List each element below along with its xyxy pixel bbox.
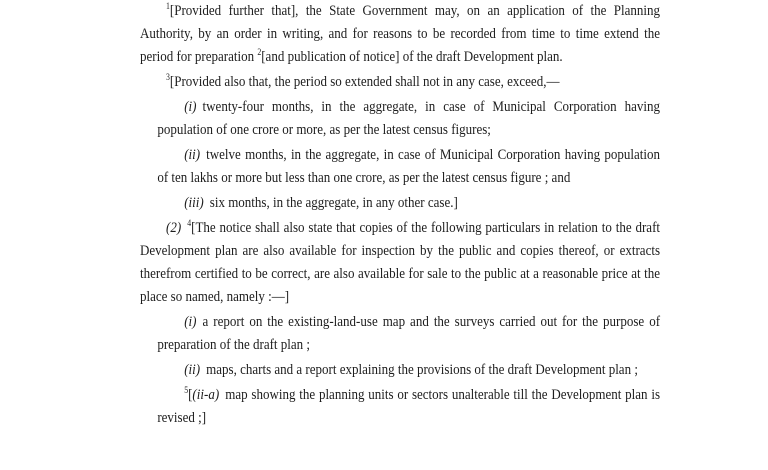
text-run: [The notice shall also state that copies of the following particulars in relation to the draft Development plan are also available for inspection by the public and copies thereof, or extracts therefrom certified to be correct, are also available for sale to the public at a reasonable price at the place so named, namely :—] xyxy=(140,220,661,305)
text-run: [ xyxy=(188,387,193,403)
document-text xyxy=(140,0,660,432)
paragraph xyxy=(140,0,660,69)
item-marker: (ii) xyxy=(184,362,201,378)
list-item xyxy=(157,384,660,430)
footnote-reference: 2 xyxy=(257,47,262,57)
text-run: a report on the existing-land-use map and the surveys carried out for the purpose of preparation of the draft plan ; xyxy=(157,314,661,353)
footnote-reference: 3 xyxy=(166,72,170,82)
text-run: six months, in the aggregate, in any other case.] xyxy=(209,195,458,211)
footnote-reference: 4 xyxy=(187,218,192,228)
text-run: maps, charts and a report explaining the provisions of the draft Development plan ; xyxy=(206,362,638,378)
text-run: map showing the planning units or sectors unalterable till the Development plan is revised ;] xyxy=(157,387,661,426)
list-item xyxy=(157,359,660,382)
footnote-reference: 1 xyxy=(166,1,170,11)
paragraph xyxy=(140,71,660,94)
list-item xyxy=(157,96,660,142)
item-marker: (ii-a) xyxy=(192,387,220,403)
text-run: twelve months, in the aggregate, in case of Municipal Corporation having population of ten lakhs or more but less than one crore, as per the latest census figure ; and xyxy=(157,147,661,186)
list-item xyxy=(157,144,660,190)
item-marker: (ii) xyxy=(184,147,201,163)
list-item xyxy=(157,192,660,215)
list-item xyxy=(157,311,660,357)
item-marker: (i) xyxy=(184,314,197,330)
item-marker: (2) xyxy=(166,220,182,236)
item-marker: (i) xyxy=(184,99,197,115)
text-run: [Provided further that], the State Government may, on an application of the Planning Authority, by an order in writing, and for reasons to be recorded from time to time extend the period for preparation xyxy=(140,3,661,65)
footnote-reference: 5 xyxy=(184,385,189,395)
paragraph xyxy=(140,217,660,309)
text-run: [and publication of notice] of the draft Development plan. xyxy=(261,49,563,65)
text-run: twenty-four months, in the aggregate, in case of Municipal Corporation having population of one crore or more, as per the latest census figures; xyxy=(157,99,661,138)
item-marker: (iii) xyxy=(184,195,204,211)
text-run: [Provided also that, the period so extended shall not in any case, exceed,— xyxy=(169,74,560,90)
